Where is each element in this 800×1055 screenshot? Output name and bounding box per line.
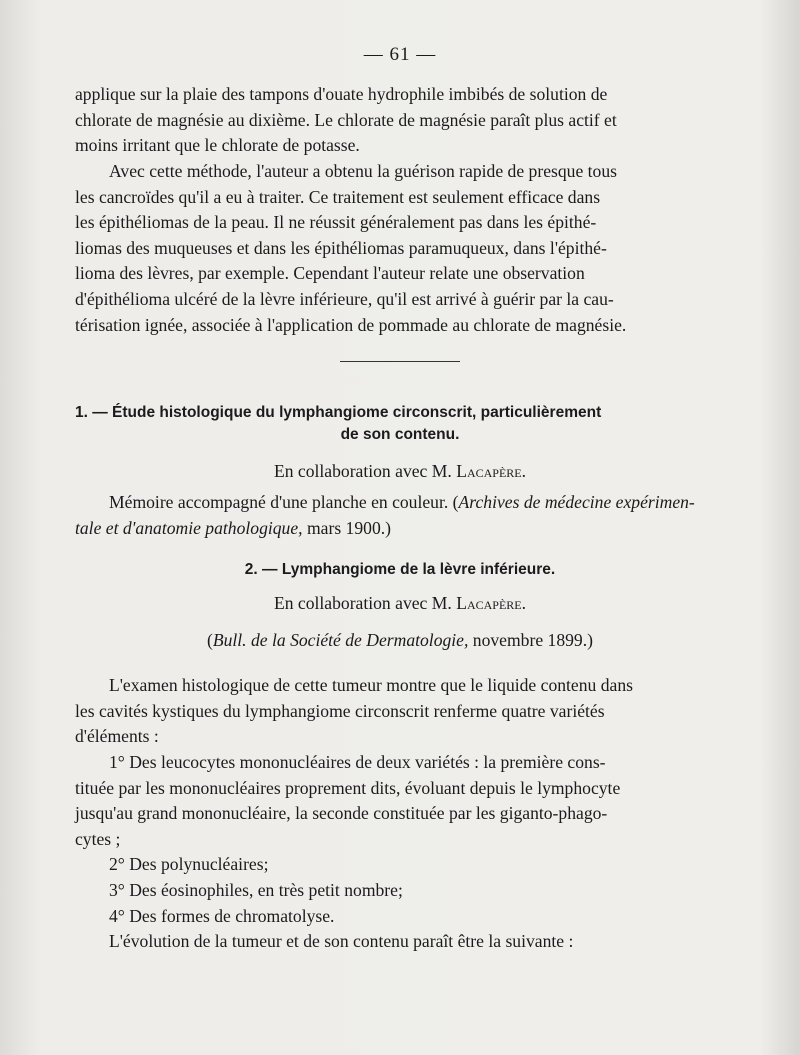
article-2-collaboration (75, 591, 725, 617)
list-item: 1° Des leucocytes mononucléaires de deux variétés : la première cons- (109, 752, 606, 772)
journal-title: Bull. de la Société de Dermatologie, (212, 630, 469, 650)
text-line: liomas des muqueuses et dans les épithéliomas paramuqueux, dans l'épithé- (75, 237, 607, 258)
list-item-line: cytes ; (75, 828, 121, 849)
article-1-memoire (75, 490, 725, 541)
article-2-heading (75, 559, 725, 581)
text-line: L'examen histologique de cette tumeur montre que le liquide contenu dans (109, 675, 633, 695)
collaboration-line: En collaboration avec M. Lacapère. (273, 593, 527, 613)
text-line: moins irritant que le chlorate de potasse. (75, 135, 360, 156)
text-line: les cavités kystiques du lymphangiome circonscrit renferme quatre variétés (75, 700, 605, 721)
text-line: d'épithélioma ulcéré de la lèvre inférieure, qu'il est arrivé à guérir par la cau- (75, 288, 614, 309)
article-1-collaboration (75, 459, 725, 485)
element-list (75, 750, 725, 955)
text-line: d'éléments : (75, 726, 159, 747)
reference-line: (Bull. de la Société de Dermatologie, novembre 1899.) (207, 630, 593, 650)
article-2-reference (75, 628, 725, 654)
list-item-line: tituée par les mononucléaires proprement dits, évoluant depuis le lymphocyte (75, 777, 621, 798)
collaborator-name: Lacapère. (456, 461, 527, 481)
text-line: Avec cette méthode, l'auteur a obtenu la guérison rapide de presque tous (109, 161, 617, 181)
closing-line: L'évolution de la tumeur et de son contenu paraît être la suivante : (109, 931, 574, 952)
journal-title: tale et d'anatomie pathologique, (75, 517, 303, 538)
list-item: 3° Des éosinophiles, en très petit nombre; (109, 879, 403, 900)
memoire-line: tale et d'anatomie pathologique, mars 1900.) (75, 517, 392, 538)
section-divider (340, 361, 460, 362)
journal-title: Archives de médecine expérimen- (458, 492, 695, 512)
text-line: térisation ignée, associée à l'application de pommade au chlorate de magnésie. (75, 314, 627, 335)
method-paragraph (75, 159, 725, 338)
page-number: — 61 — (363, 44, 437, 65)
collaboration-line: En collaboration avec M. Lacapère. (273, 461, 527, 481)
article-2-intro (75, 673, 725, 750)
article-title-line: 1. — Étude histologique du lymphangiome circonscrit, particulièrement (75, 404, 602, 421)
text-line: chlorate de magnésie au dixième. Le chlorate de magnésie paraît plus actif et (75, 109, 617, 130)
text-line: applique sur la plaie des tampons d'ouate hydrophile imbibés de solution de (75, 84, 608, 104)
list-item-line: jusqu'au grand mononucléaire, la seconde constituée par les giganto-phago- (75, 803, 608, 824)
list-item: 4° Des formes de chromatolyse. (109, 905, 335, 926)
memoire-line: Mémoire accompagné d'une planche en couleur. (Archives de médecine expérimen- (109, 492, 695, 512)
opening-paragraph (75, 82, 725, 159)
collaborator-name: Lacapère. (456, 593, 527, 613)
text-line: les épithéliomas de la peau. Il ne réussit généralement pas dans les épithé- (75, 212, 597, 233)
article-title-line: de son contenu. (340, 426, 460, 443)
article-title: 2. — Lymphangiome de la lèvre inférieure. (244, 561, 556, 578)
text-line: lioma des lèvres, par exemple. Cependant l'auteur relate une observation (75, 263, 585, 284)
list-item: 2° Des polynucléaires; (109, 854, 269, 875)
text-line: les cancroïdes qu'il a eu à traiter. Ce traitement est seulement efficace dans (75, 186, 601, 207)
article-1-heading (75, 402, 725, 446)
